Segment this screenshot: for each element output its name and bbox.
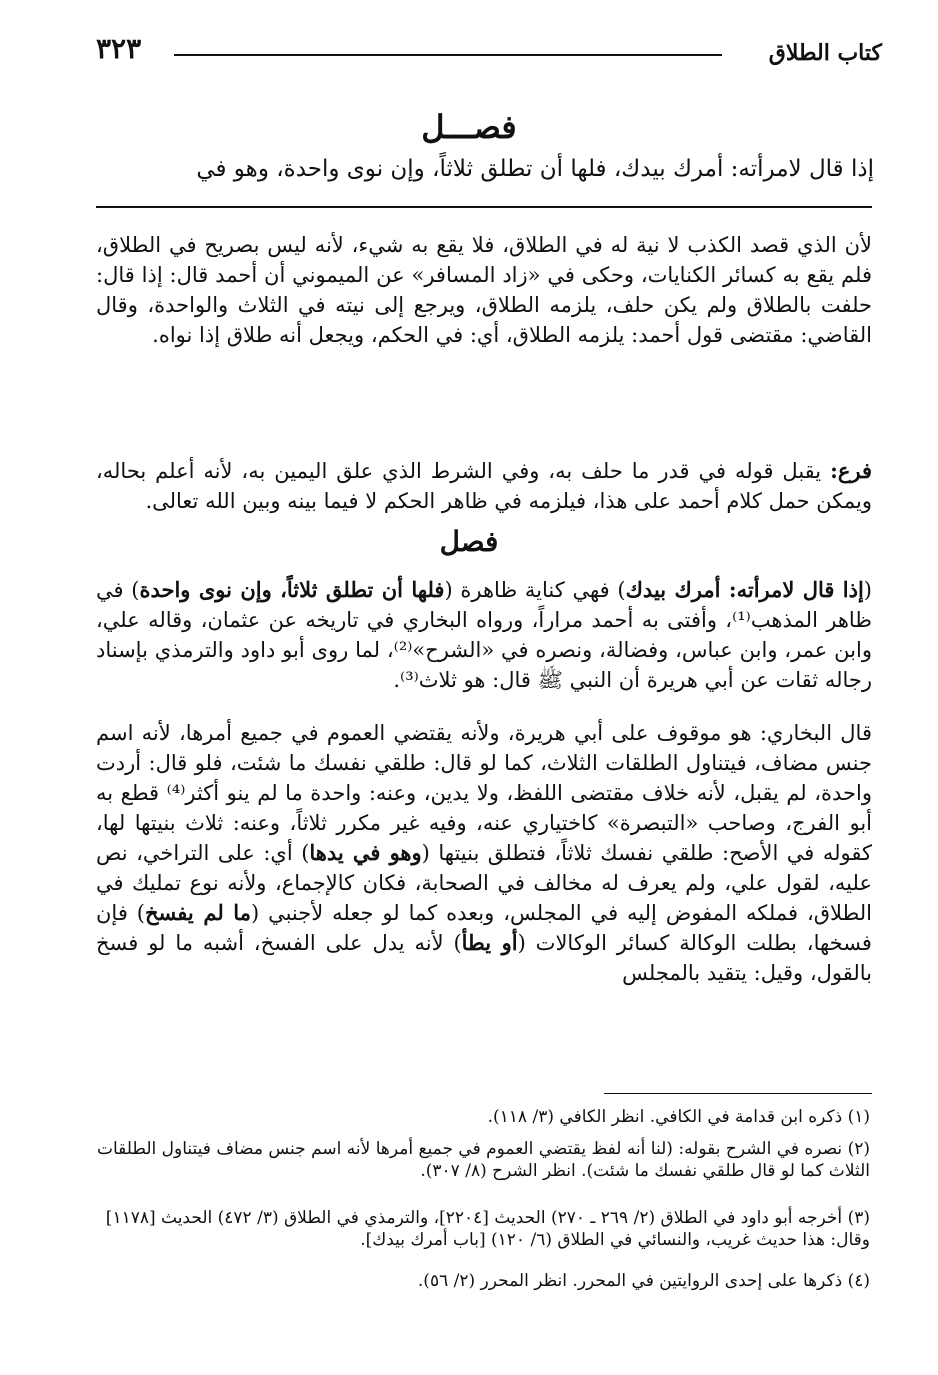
matn-quote: ما لم يفسخ <box>145 900 251 925</box>
footnote-4 <box>96 1270 870 1292</box>
footnote-text: أخرجه أبو داود في الطلاق (٢/ ٢٦٩ ـ ٢٧٠) الحديث [٢٢٠٤]، والترمذي في الطلاق (٣/ ٤٧٢) الحديث [١١٧٨] وقال: هذا حديث غريب، والنسائي في الطلاق (٦/ ١٢٠) [باب أمرك بيدك]. <box>105 1208 870 1250</box>
footnote-1 <box>96 1106 870 1128</box>
text-run: ) فإن فسخها، بطلت الوكالة كسائر الوكالات ( <box>96 901 872 955</box>
far-text: يقبل قوله في قدر ما حلف به، وفي الشرط الذي علق اليمين به، لأنه أعلم بحاله، ويمكن حمل كلام أحمد على هذا، فيلزمه في ظاهر الحكم لا فيما بينه وبين الله تعالى. <box>96 459 872 513</box>
page-header <box>96 32 882 72</box>
section-heading-2: فصل <box>439 525 499 558</box>
matn-line: إذا قال لامرأته: أمرك بيدك، فلها أن تطلق ثلاثاً، وإن نوى واحدة، وهو في <box>196 156 874 182</box>
footnote-rule <box>604 1093 872 1094</box>
running-title: كتاب الطلاق <box>768 40 882 66</box>
footnote-3 <box>96 1207 870 1251</box>
matn-quote: إذا قال لامرأته: أمرك بيدك <box>625 577 864 602</box>
commentary-paragraph-3 <box>96 575 872 695</box>
matn-quote: فلها أن تطلق ثلاثاً، وإن نوى واحدة <box>139 577 445 602</box>
text-run: ( <box>863 578 872 602</box>
matn-quote: وهو في يدها <box>309 840 422 865</box>
matn-quote: أو يطأ <box>461 930 518 955</box>
commentary-paragraph-2 <box>96 456 872 516</box>
footnote-text: ذكرها على إحدى الروايتين في المحرر. انظر المحرر (٢/ ٥٦). <box>417 1271 843 1291</box>
far-label: فرع: <box>830 458 872 483</box>
section-heading-1: فصـــل <box>421 108 517 146</box>
text-run: ) في ظاهر المذهب⁽¹⁾، وأفتى به أحمد مراراً، ورواه البخاري في تاريخه عن عثمان، وقاله علي، وابن عمر، وابن عباس، وفضالة، ونصره في «الشرح»⁽²⁾، لما روى أبو داود والترمذي بإسناد رجاله ثقات عن أبي هريرة أن النبي ﷺ قال: هو ثلاث⁽³⁾. <box>96 578 873 692</box>
footnote-number: (٤) <box>847 1271 870 1291</box>
commentary-paragraph-1: لأن الذي قصد الكذب لا نية له في الطلاق، فلا يقع به شيء، لأنه ليس بصريح في الطلاق، فلم يقع به كسائر الكنايات، وحكى في «زاد المسافر» عن الميموني أن أحمد قال: إذا قال: حلفت بالطلاق ولم يكن حلف، يلزمه الطلاق، ويرجع إلى نيته في الثلاث والواحدة، وقال القاضي: مقتضى قول أحمد: يلزمه الطلاق، أي: في الحكم، ويجعل أنه طلاق إذا نواه. <box>96 233 872 347</box>
header-rule <box>174 54 722 56</box>
footnote-number: (١) <box>847 1107 870 1127</box>
text-run: ) أي: على التراخي، نص عليه، لقول علي، ولم يعرف له مخالف في الصحابة، فكان كالإجماع، ولأنه نوع تمليك في الطلاق، فملكه المفوض إليه في المجلس، وبعده كما لو جعله لأجنبي ( <box>96 841 873 925</box>
text-run: قال البخاري: هو موقوف على أبي هريرة، ولأنه يقتضي العموم في جميع أمرها، لأنه اسم جنس مضاف، فيتناول الطلقات الثلاث، كما لو قال: طلقي نفسك ما شئت، فلو قال: أردت واحدة، لم يقبل، لأنه خلاف مقتضى اللفظ، ولا يدين، وعنه: واحدة ما لم ينو أكثر⁽⁴⁾ قطع به أبو الفرج، وصاحب «التبصرة» كاختياري عنه، وفيه غير مكرر ثلاثاً، وعنه: ثلاث بنيتها لها، كقوله في الأصح: طلقي نفسك ثلاثاً، فتطلق بنيتها ( <box>96 721 872 865</box>
footnote-text: ذكره ابن قدامة في الكافي. انظر الكافي (٣/ ١١٨). <box>487 1107 843 1127</box>
footnote-text: نصره في الشرح بقوله: (لنا أنه لفظ يقتضي العموم في جميع أمرها لأنه اسم جنس مضاف فيتناول الطلقات الثلاث كما لو قال طلقي نفسك ما شئت). انظر الشرح (٨/ ٣٠٧). <box>97 1139 870 1181</box>
text-run: ) فهي كناية ظاهرة ( <box>444 578 626 602</box>
footnote-number: (٢) <box>847 1139 870 1159</box>
matn-divider <box>96 206 872 208</box>
commentary-paragraph-4 <box>96 718 872 988</box>
footnote-number: (٣) <box>847 1208 870 1228</box>
footnote-2 <box>96 1138 870 1182</box>
page-number: ٣٢٣ <box>96 32 142 65</box>
text-run: ) لأنه يدل على الفسخ، أشبه ما لو فسخ بالقول، وقيل: يتقيد بالمجلس <box>96 931 872 985</box>
